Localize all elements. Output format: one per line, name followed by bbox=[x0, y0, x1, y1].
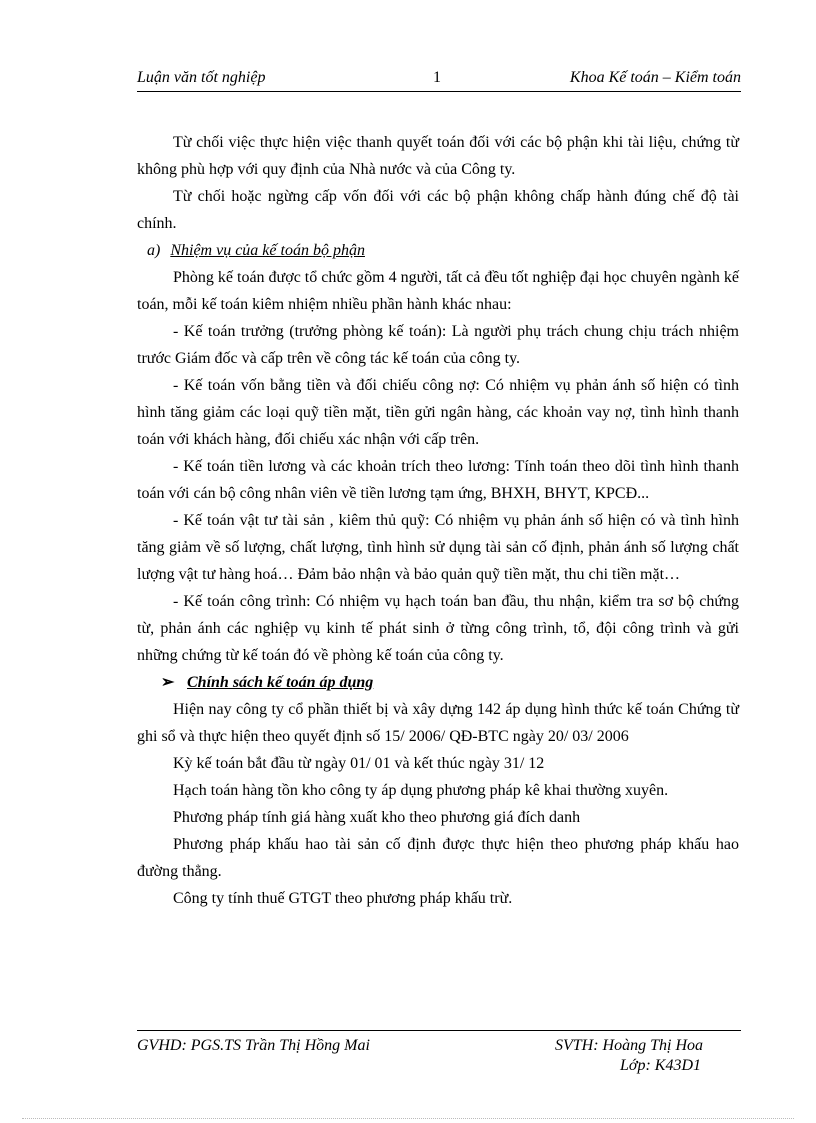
paragraph: - Kế toán tiền lương và các khoản trích theo lương: Tính toán theo dõi tình hình thanh toán với cán bộ công nhân viên về tiền lương tạm ứng, BHXH, BHYT, KPCĐ... bbox=[137, 458, 739, 502]
paragraph: - Kế toán vật tư tài sản , kiêm thủ quỹ: Có nhiệm vụ phản ánh số hiện có và tình hình tăng giảm về số lượng, chất lượng, tình hình sử dụng tài sản cố định, phản ánh số lượng chất lượng vật tư hàng hoá… Đảm bảo nhận và bảo quản quỹ tiền mặt, thu chi tiền mặt… bbox=[137, 512, 739, 583]
paragraph: Hiện nay công ty cổ phần thiết bị và xây dựng 142 áp dụng hình thức kế toán Chứng từ ghi sổ và thực hiện theo quyết định số 15/ 2006/ QĐ-BTC ngày 20/ 03/ 2006 bbox=[137, 701, 739, 745]
paragraph: Phương pháp tính giá hàng xuất kho theo phương giá đích danh bbox=[173, 809, 581, 826]
paragraph: Phương pháp khấu hao tài sản cố định được thực hiện theo phương pháp khấu hao đường thẳng. bbox=[137, 836, 739, 880]
footer-student: SVTH: Hoàng Thị Hoa bbox=[555, 1037, 704, 1054]
paragraph: Kỳ kế toán bắt đầu từ ngày 01/ 01 và kết thúc ngày 31/ 12 bbox=[173, 755, 545, 772]
paragraph: Phòng kế toán được tổ chức gồm 4 người, tất cả đều tốt nghiệp đại học chuyên ngành kế toán, mỗi kế toán kiêm nhiệm nhiều phần hành khác nhau: bbox=[137, 269, 739, 313]
paragraph: Từ chối hoặc ngừng cấp vốn đối với các bộ phận không chấp hành đúng chế độ tài chính. bbox=[137, 188, 739, 232]
page-header bbox=[137, 67, 741, 92]
page-number: 1 bbox=[433, 69, 441, 86]
document-body bbox=[137, 129, 739, 912]
heading-text: Chính sách kế toán áp dụng bbox=[187, 674, 374, 691]
paragraph: Từ chối việc thực hiện việc thanh quyết toán đối với các bộ phận khi tài liệu, chứng từ không phù hợp với quy định của Nhà nước và của Công ty. bbox=[137, 134, 739, 178]
paragraph: Công ty tính thuế GTGT theo phương pháp khấu trừ. bbox=[173, 890, 513, 907]
page-footer bbox=[137, 1030, 741, 1074]
section-heading-a bbox=[137, 237, 739, 264]
paragraph: - Kế toán vốn bằng tiền và đối chiếu công nợ: Có nhiệm vụ phản ánh số hiện có tình hình tăng giảm các loại quỹ tiền mặt, tiền gửi ngân hàng, các khoản vay nợ, tình hình thanh toán với khách hàng, đối chiếu xác nhận với cấp trên. bbox=[137, 377, 739, 448]
header-faculty: Khoa Kế toán – Kiểm toán bbox=[569, 69, 741, 86]
page-bottom-divider bbox=[22, 1118, 794, 1119]
arrow-bullet-icon: ➢ bbox=[161, 674, 175, 691]
section-heading-b bbox=[137, 669, 739, 696]
footer-class: Lớp: K43D1 bbox=[620, 1057, 701, 1074]
footer-supervisor: GVHD: PGS.TS Trần Thị Hồng Mai bbox=[137, 1037, 370, 1054]
heading-text: Nhiệm vụ của kế toán bộ phận bbox=[170, 242, 365, 259]
paragraph: Hạch toán hàng tồn kho công ty áp dụng phương pháp kê khai thường xuyên. bbox=[173, 782, 669, 799]
paragraph: - Kế toán trưởng (trưởng phòng kế toán): Là người phụ trách chung chịu trách nhiệm trước Giám đốc và cấp trên về công tác kế toán của công ty. bbox=[137, 323, 739, 367]
paragraph: - Kế toán công trình: Có nhiệm vụ hạch toán ban đầu, thu nhận, kiểm tra sơ bộ chứng từ, phản ánh các nghiệp vụ kinh tế phát sinh ở từng công trình, tổ, đội công trình và gửi những chứng từ kế toán đó về phòng kế toán của công ty. bbox=[137, 593, 739, 664]
heading-label: a) bbox=[147, 242, 161, 259]
header-thesis-title: Luận văn tốt nghiệp bbox=[137, 69, 266, 86]
